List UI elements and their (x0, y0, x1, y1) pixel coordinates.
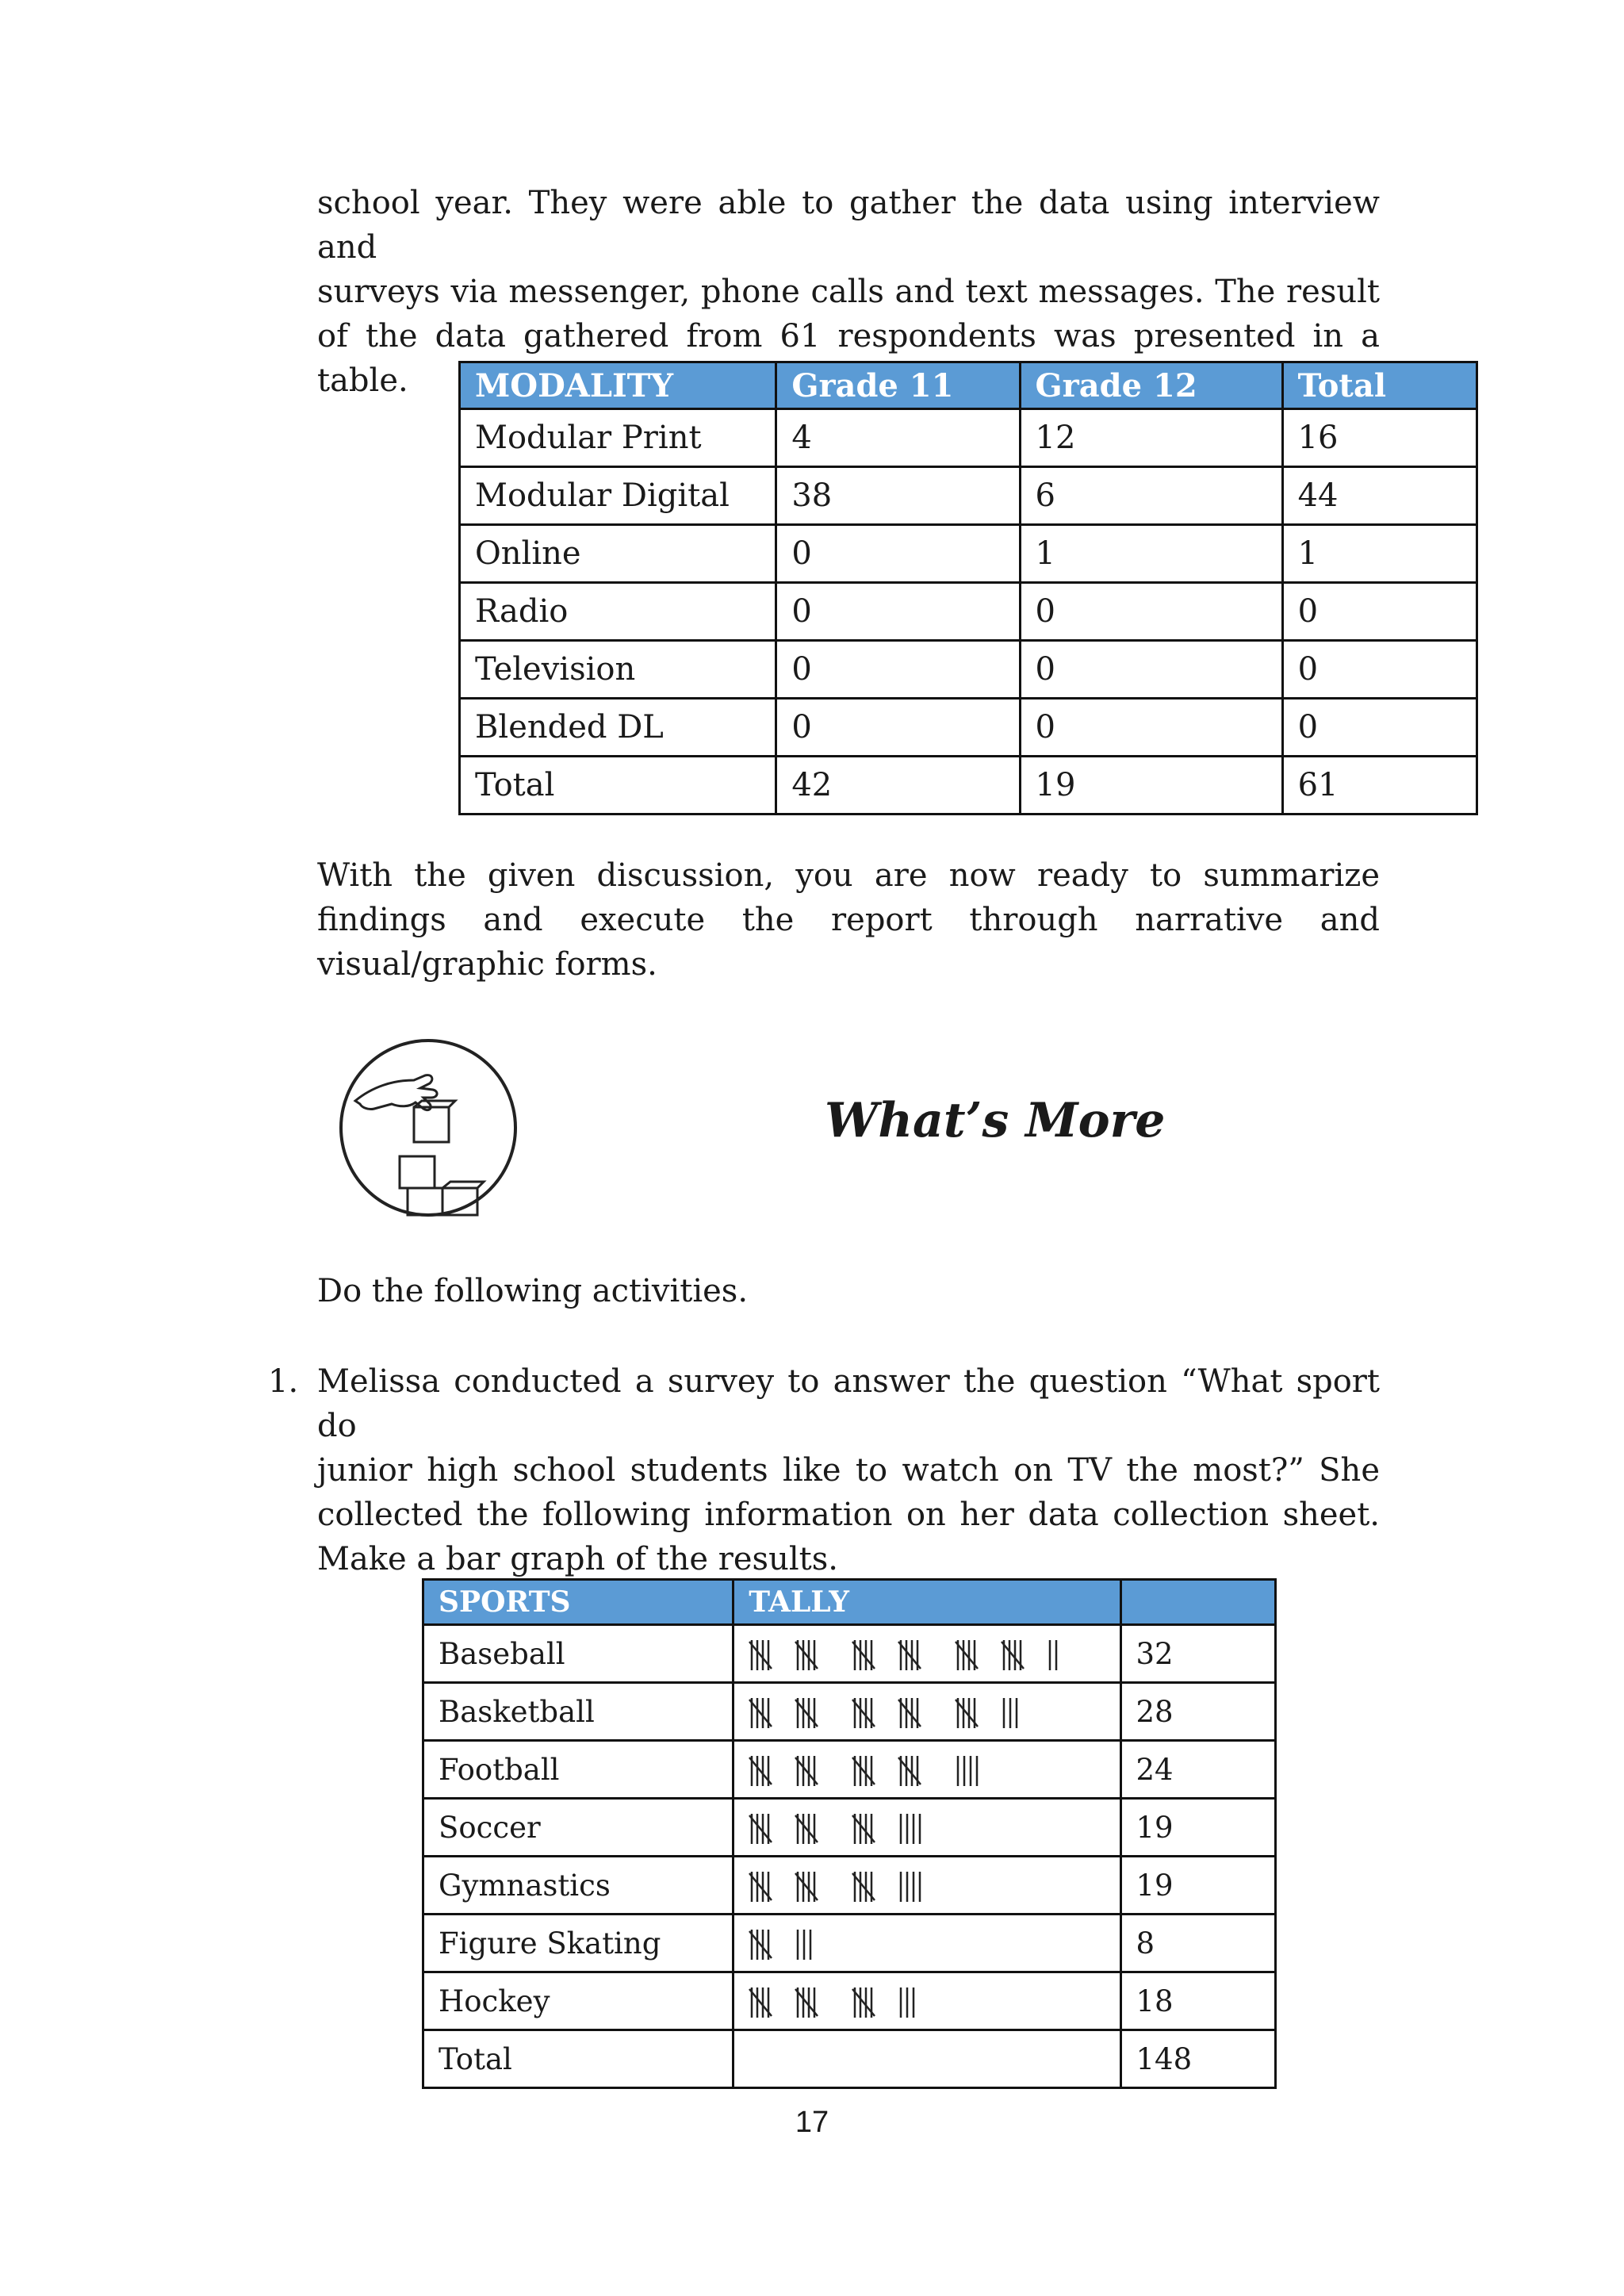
activity-number: 1. (268, 1363, 299, 1400)
tally-marks-icon (749, 1637, 1113, 1672)
table-cell: Online (460, 525, 776, 583)
tally-cell (733, 1857, 1120, 1915)
table-cell: 0 (1020, 583, 1282, 641)
page-number: 17 (795, 2106, 829, 2139)
discussion-paragraph (317, 853, 1380, 987)
tally-marks-icon (749, 1695, 1113, 1730)
sports-header-cell: TALLY (733, 1580, 1120, 1625)
modality-header-cell: Grade 11 (776, 362, 1020, 409)
table-row (423, 1857, 1276, 1915)
section-heading: What’s More (825, 1093, 1166, 1148)
table-cell: 0 (1020, 699, 1282, 757)
sport-count: 24 (1120, 1741, 1276, 1799)
table-row (423, 1625, 1276, 1683)
sport-name: Soccer (423, 1799, 733, 1857)
sport-name: Baseball (423, 1625, 733, 1683)
table-row (460, 467, 1477, 525)
sports-header-cell (1120, 1580, 1276, 1625)
activity-line: collected the following information on her data collection sheet. (317, 1497, 1380, 1533)
table-cell: Modular Print (460, 409, 776, 467)
table-cell: 16 (1282, 409, 1477, 467)
tally-cell (733, 1625, 1120, 1683)
table-cell: 0 (1282, 699, 1477, 757)
total-count: 148 (1120, 2030, 1276, 2088)
sport-count: 18 (1120, 1972, 1276, 2030)
table-row (423, 1741, 1276, 1799)
table-cell: Television (460, 641, 776, 699)
activity-1-paragraph (317, 1359, 1380, 1581)
table-cell: Radio (460, 583, 776, 641)
table-cell: 44 (1282, 467, 1477, 525)
intro-line: school year. They were able to gather the data using interview and (317, 185, 1380, 266)
table-cell: 4 (776, 409, 1020, 467)
table-cell: 38 (776, 467, 1020, 525)
tally-marks-icon (749, 1753, 1113, 1788)
table-cell: 0 (776, 699, 1020, 757)
modality-header-cell: Grade 12 (1020, 362, 1282, 409)
discussion-line: findings and execute the report through narrative and (317, 902, 1380, 938)
activity-line: Melissa conducted a survey to answer the question “What sport do (317, 1363, 1380, 1444)
table-cell: 0 (776, 583, 1020, 641)
table-cell: 19 (1020, 757, 1282, 815)
intro-line: of the data gathered from 61 respondents was presented in a table. (317, 318, 1380, 399)
tally-cell (733, 1799, 1120, 1857)
sports-header-row (423, 1580, 1276, 1625)
table-cell: 1 (1282, 525, 1477, 583)
table-cell: 0 (776, 525, 1020, 583)
tally-cell (733, 1972, 1120, 2030)
hand-stacking-blocks-icon (331, 1031, 525, 1225)
instruction-line: Do the following activities. (317, 1273, 749, 1309)
table-row (460, 525, 1477, 583)
table-cell: 42 (776, 757, 1020, 815)
sports-header-cell: SPORTS (423, 1580, 733, 1625)
discussion-line: With the given discussion, you are now ready to summarize (317, 857, 1380, 894)
tally-cell (733, 1915, 1120, 1972)
sport-name: Basketball (423, 1683, 733, 1741)
sports-table (422, 1578, 1277, 2089)
sport-name: Gymnastics (423, 1857, 733, 1915)
sport-count: 19 (1120, 1857, 1276, 1915)
table-row (460, 583, 1477, 641)
tally-cell (733, 1683, 1120, 1741)
table-cell: 0 (776, 641, 1020, 699)
tally-marks-icon (749, 1926, 1113, 1961)
activity-line: junior high school students like to watch on TV the most?” She (317, 1452, 1380, 1489)
discussion-line: visual/graphic forms. (317, 946, 657, 983)
table-row (423, 1683, 1276, 1741)
sport-count: 28 (1120, 1683, 1276, 1741)
table-cell: 12 (1020, 409, 1282, 467)
table-row (460, 641, 1477, 699)
total-label: Total (423, 2030, 733, 2088)
modality-header-cell: MODALITY (460, 362, 776, 409)
modality-table (458, 361, 1478, 815)
sport-count: 32 (1120, 1625, 1276, 1683)
table-row (460, 409, 1477, 467)
sport-name: Figure Skating (423, 1915, 733, 1972)
tally-marks-icon (749, 1811, 1113, 1846)
table-row (423, 1915, 1276, 1972)
modality-header-cell: Total (1282, 362, 1477, 409)
intro-line: surveys via messenger, phone calls and text messages. The result (317, 274, 1380, 310)
table-cell: 0 (1282, 583, 1477, 641)
sport-count: 8 (1120, 1915, 1276, 1972)
table-cell: 1 (1020, 525, 1282, 583)
sport-name: Hockey (423, 1972, 733, 2030)
table-row (460, 757, 1477, 815)
table-row (423, 1972, 1276, 2030)
table-cell: Blended DL (460, 699, 776, 757)
table-row (423, 1799, 1276, 1857)
table-cell: Modular Digital (460, 467, 776, 525)
table-cell: 61 (1282, 757, 1477, 815)
table-cell: 6 (1020, 467, 1282, 525)
sport-name: Football (423, 1741, 733, 1799)
table-cell: 0 (1020, 641, 1282, 699)
modality-header-row (460, 362, 1477, 409)
table-row (460, 699, 1477, 757)
instruction-text (317, 1269, 1380, 1313)
tally-marks-icon (749, 1869, 1113, 1903)
table-cell: 0 (1282, 641, 1477, 699)
tally-marks-icon (749, 1984, 1113, 2019)
sport-count: 19 (1120, 1799, 1276, 1857)
total-row (423, 2030, 1276, 2088)
activity-line: Make a bar graph of the results. (317, 1541, 838, 1577)
table-cell: Total (460, 757, 776, 815)
tally-cell (733, 1741, 1120, 1799)
empty-tally-cell (733, 2030, 1120, 2088)
